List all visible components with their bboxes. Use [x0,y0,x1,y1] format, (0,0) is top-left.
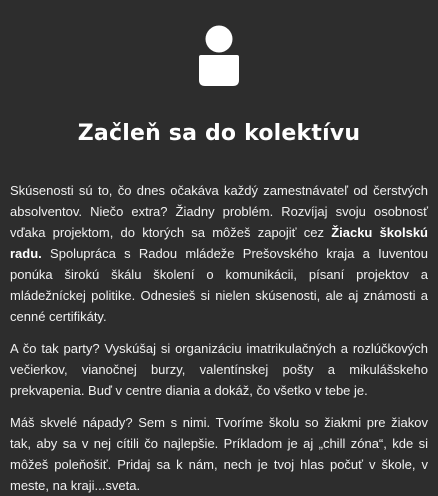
section-body [10,180,428,496]
paragraph-experience-text-1: Skúsenosti sú to, čo dnes očakáva každý zamestnávateľ od čerstvých absolventov. Niečo extra? Žiadny problém. Rozvíjaj svoju osobnosť vďaka projektom, do ktorých sa môžeš zapojiť cez [10,183,428,240]
user-icon [191,24,247,86]
paragraph-experience-text-2: Spolupráca s Radou mládeže Prešovského kraja a Iuventou ponúka širokú škálu školení o komunikácii, písaní projektov a mládežníckej politike. Odnesieš si nielen skúsenosti, ale aj známosti a cenné certifikáty. [10,246,428,324]
paragraph-experience [10,180,428,327]
section-title: Začleň sa do kolektívu [77,121,361,146]
student-council-highlight: Žiacku školskú radu. [10,225,428,261]
paragraph-ideas: Máš skvelé nápady? Sem s nimi. Tvoríme školu so žiakmi pre žiakov tak, aby sa v nej cítili čo najlepšie. Príkladom je aj „chill zóna“, kde si môžeš poleňošiť. Pridaj sa k nám, nech je tvoj hlas počuť v škole, v meste, na kraji...sveta. [10,415,428,493]
avatar [10,0,428,94]
paragraph-party: A čo tak party? Vyskúšaj si organizáciu imatrikulačných a rozlúčkových večierkov, vianočnej burzy, valentínskej pošty a mikulášskeho prekvapenia. Buď v centre diania a dokáž, čo všetko v tebe je. [10,341,428,398]
